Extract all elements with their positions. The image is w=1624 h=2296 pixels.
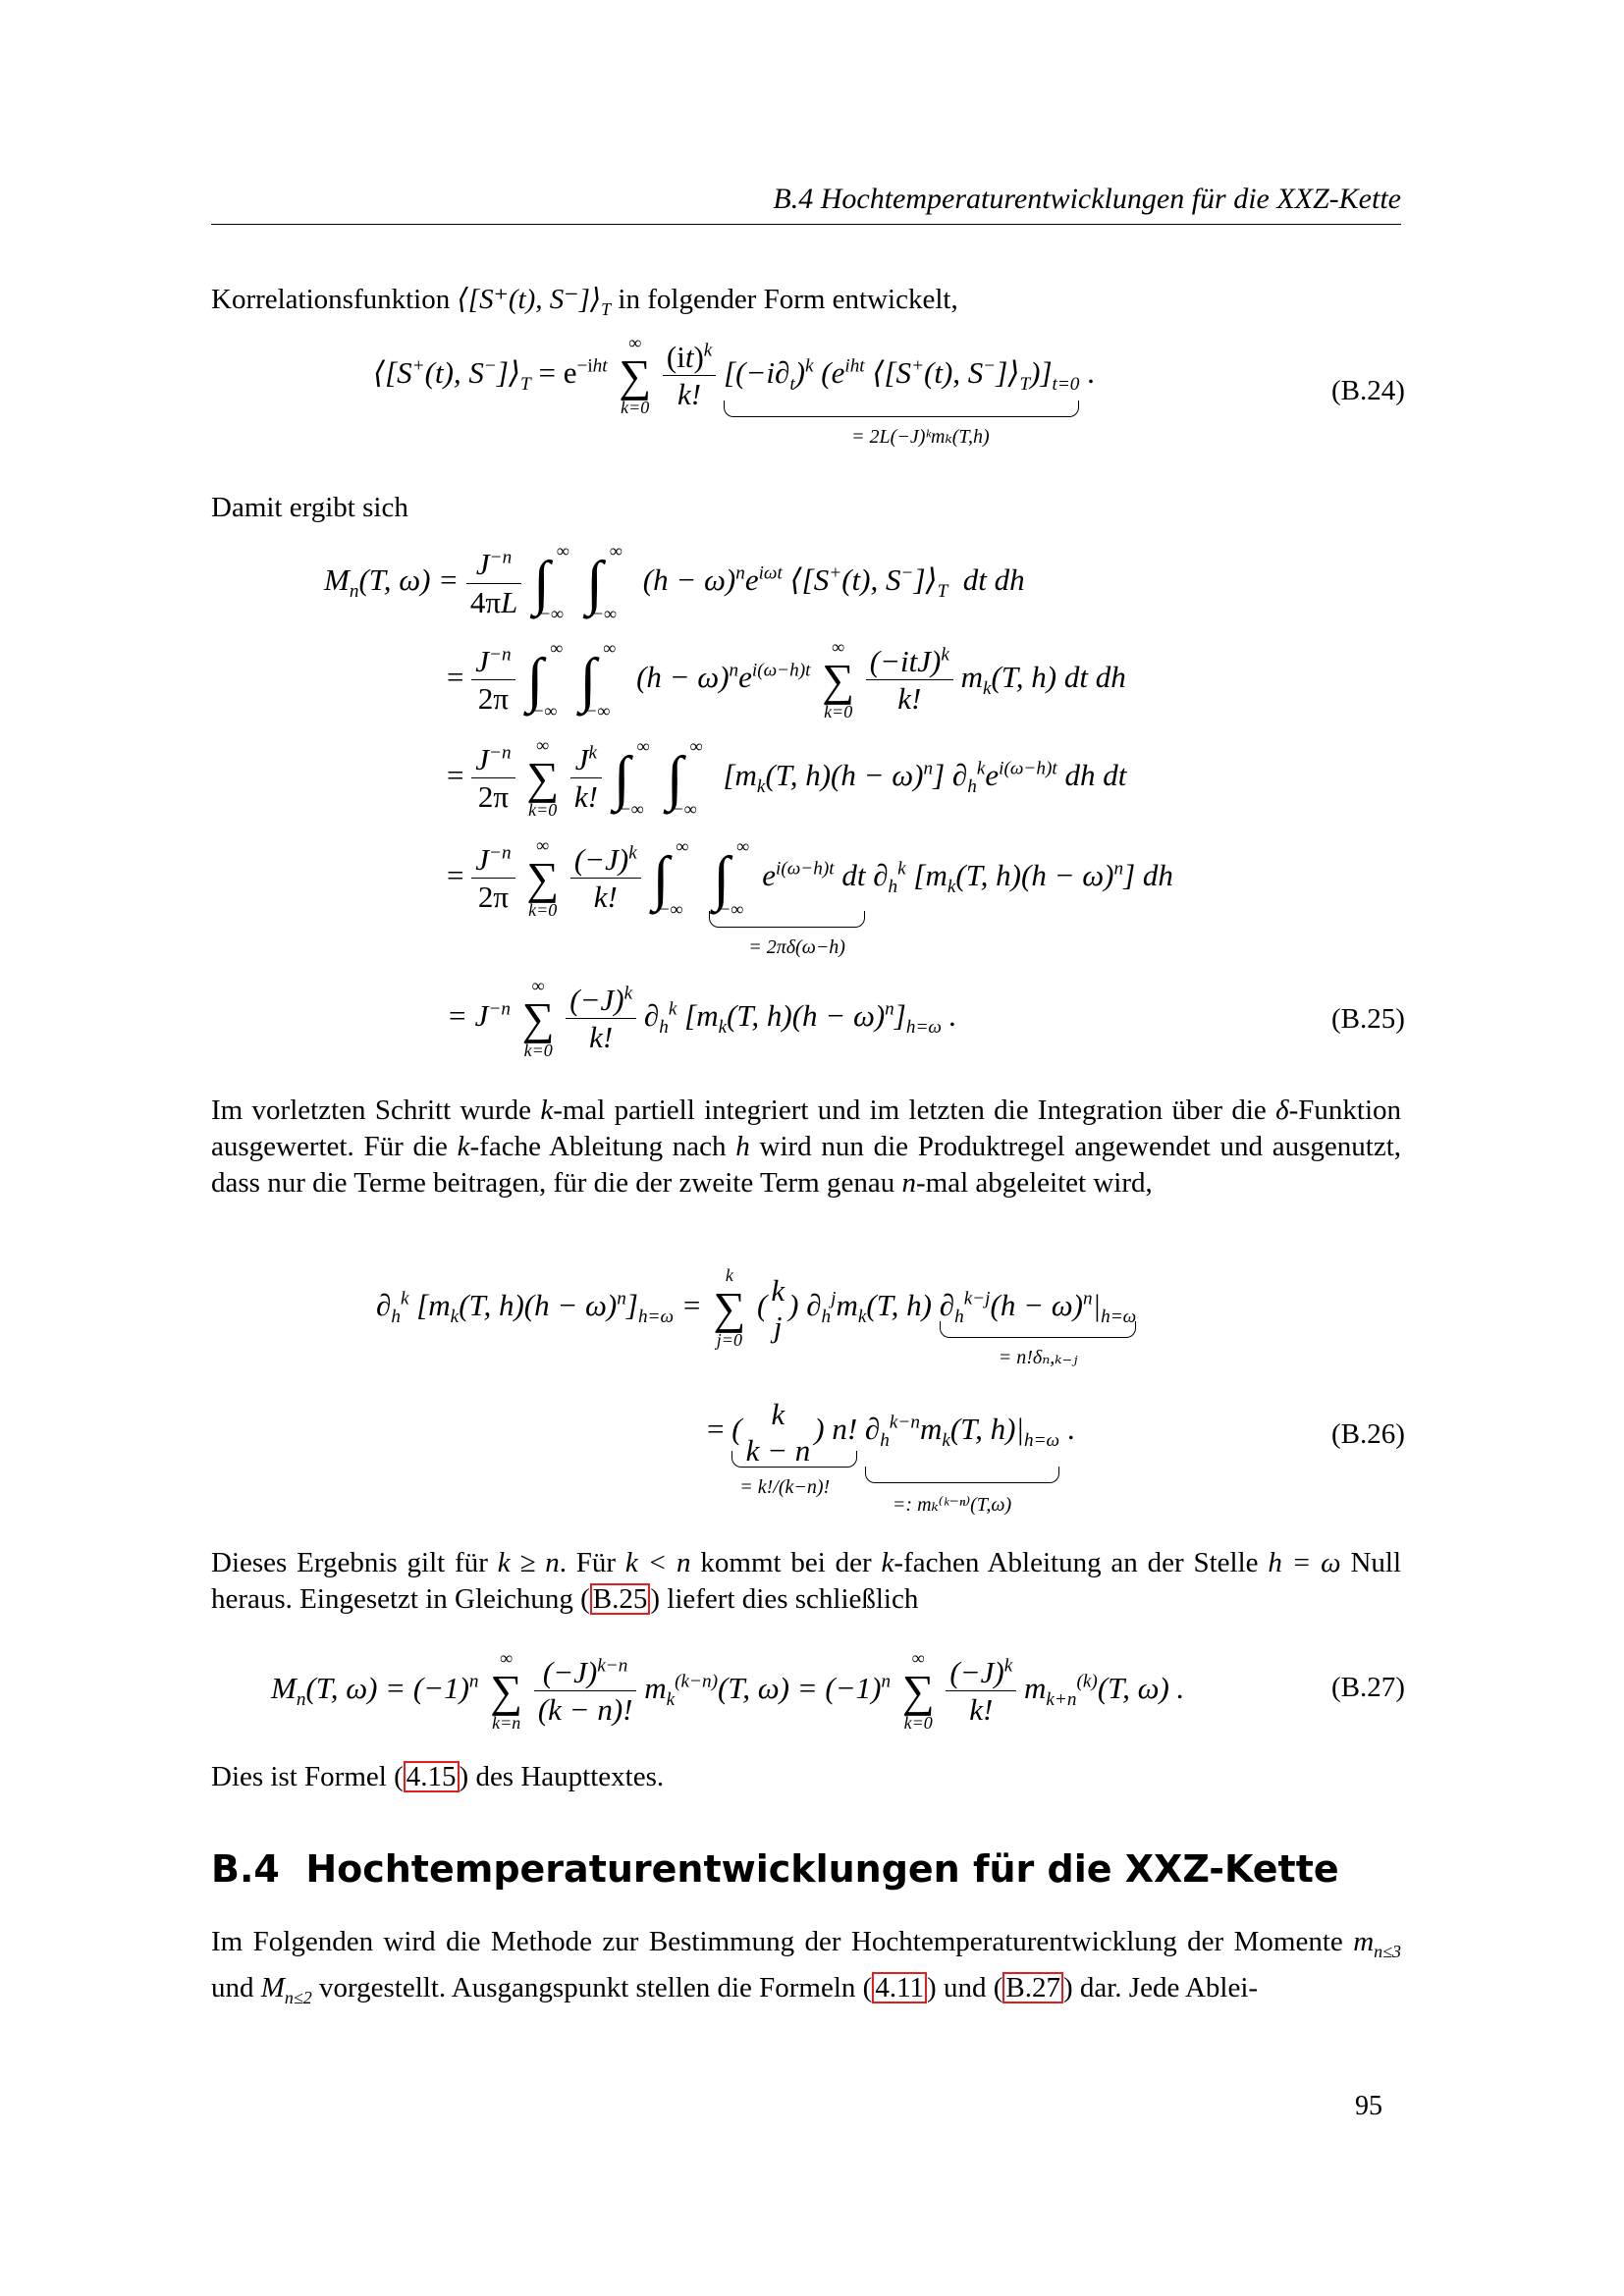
- equation-b25-line2: = $\frac{J^{-n}}{2\pi}$ ∫ ∞ −∞ ∫ ∞ −∞ $(h - \omega)^ne^{i(\omega-h)t}$ ∞ ∑ k=0 $\frac{(-itJ)^k}{k!}$ $m_k(T$, h) dt dh: [447, 637, 1126, 721]
- text-run: -mal partiell integriert und im letzten die Integration über die: [553, 1095, 1267, 1126]
- text-run: Dieses Ergebnis gilt für: [211, 1547, 488, 1578]
- text-run: und: [943, 1971, 987, 2003]
- section-heading: [211, 1847, 1339, 1891]
- equation-b25-line3: = $\frac{J^{-n}}{2\pi}$ ∞ ∑ k=0 $\frac{J^k}{k!}$ ∫ ∞ −∞ ∫ ∞ −∞ [$m_k(T$, $h)(h - \omega)^n$] $\partial_h^ke^{i(\omega-h)t}$ dh dt: [447, 735, 1127, 820]
- text-run: -fachen Ableitung an der Stelle: [893, 1547, 1259, 1578]
- equation-number: (B.25): [1331, 1003, 1405, 1035]
- paragraph-intro: Korrelationsfunktion ⟨[S⁺(t), $S^-]⟩_T$ in folgender Form entwickelt,: [211, 284, 958, 319]
- text-run: liefert dies schließlich: [667, 1583, 919, 1615]
- text-run: -fache Ableitung nach: [469, 1131, 727, 1162]
- text-run: Korrelationsfunktion: [211, 284, 451, 315]
- equation-link[interactable]: B.25: [590, 1583, 651, 1615]
- text-run: Im Folgenden wird die Methode zur Bestimmung der Hochtemperaturentwicklung der Momente: [211, 1926, 1343, 1957]
- equation-link[interactable]: 4.11: [872, 1972, 927, 2003]
- text-run: Null heraus. Eingesetzt in Gleichung: [211, 1547, 1402, 1615]
- section-number: B.4: [211, 1847, 280, 1891]
- brace-note: = 2L(−J)ᵏmₖ(T,h): [851, 425, 990, 448]
- page-number: 95: [1355, 2091, 1382, 2121]
- text-run: wird nun die Produktregel angewendet und ausgenutzt, dass nur die Terme beitragen, für die der zweite Term genau: [211, 1131, 1402, 1199]
- equation-b27: $M_n(T$, $\omega) = (-1)^n$ ∞ ∑ k=n $\frac{(-J)^{k-n}}{(k - n)!}$ $m_k^{(k-n)}(T$, $\omega) = (-1)^n$ ∞ ∑ k=0 $\frac{(-J)^k}{k!}$ $m_{k+n}^{(k)}(T$, ω) .: [271, 1648, 1185, 1733]
- equation-link[interactable]: 4.15: [404, 1761, 460, 1792]
- equation-b25-line5: = $J^{-n}$ ∞ ∑ k=0 $\frac{(-J)^k}{k!}$ $\partial_h^k$ [$m_k(T$, $h)(h - \omega)^n]_{h=\omega}$ .: [447, 976, 957, 1060]
- text-run: in folgender Form entwickelt,: [618, 284, 958, 315]
- text-run: -mal abgeleitet wird,: [915, 1167, 1153, 1199]
- text-run: des Haupttextes.: [475, 1761, 665, 1792]
- text-run: kommt bei der: [700, 1547, 872, 1578]
- brace-note: = k!/(k−n)!: [739, 1476, 831, 1498]
- brace-note: =: mₖ⁽ᵏ⁻ⁿ⁾(T,ω): [892, 1493, 1012, 1516]
- text-run: Dies ist Formel: [211, 1761, 387, 1792]
- brace-note: = n!δₙ,ₖ₋ⱼ: [998, 1346, 1078, 1368]
- text-run: dar. Jede Ablei-: [1079, 1971, 1259, 2003]
- text-run: -Funktion ausgewertet. Für die: [211, 1095, 1402, 1162]
- section-title-text: Hochtemperaturentwicklungen für die XXZ-Kette: [305, 1847, 1339, 1891]
- brace-note: = 2πδ(ω−h): [748, 935, 845, 958]
- equation-number: (B.27): [1331, 1672, 1405, 1703]
- equation-b25-line1: $M_n(T$, ω) = $\frac{J^{-n}}{4\pi L}$ ∫ ∞ −∞ ∫ ∞ −∞ $(h - \omega)^ne^{i\omega t}$ ⟨[S+(t), $S^-]⟩_T$ dt dh: [324, 541, 1025, 623]
- text-run: . Für: [559, 1547, 617, 1578]
- running-head: B.4 Hochtemperaturentwicklungen für die XXZ-Kette: [773, 183, 1401, 215]
- paragraph-result: Damit ergibt sich: [211, 492, 408, 523]
- underbrace: [724, 400, 1079, 417]
- equation-link[interactable]: B.27: [1002, 1972, 1063, 2003]
- underbrace: [940, 1321, 1136, 1338]
- text-run: und: [211, 1971, 254, 2003]
- paragraph-method: Im Folgenden wird die Methode zur Bestimmung der Hochtemperaturentwicklung der Momente $m_{n\le 3}$ und $M_{n\le 2}$ vorgestellt. Ausgangspunkt stellen die Formeln ( 4.11 ) und ( B.27 ) dar. Jede Ablei-: [211, 1926, 1402, 2007]
- underbrace: [709, 911, 865, 928]
- equation-b25-line4: = $\frac{J^{-n}}{2\pi}$ ∞ ∑ k=0 $\frac{(-J)^k}{k!}$ ∫ ∞ −∞ ∫ ∞ −∞ $e^{i(\omega-h)t}$ dt = 2πδ(ω−h) $\partial_h^k$ [$m_k(T$, $h)(h - \omega)^n$] dh: [447, 835, 1173, 958]
- paragraph-formula-ref: Dies ist Formel ( 4.15 ) des Haupttextes.: [211, 1761, 665, 1792]
- underbrace: [731, 1451, 857, 1468]
- equation-number: (B.26): [1331, 1418, 1405, 1450]
- paragraph-explanation: Im vorletzten Schritt wurde k-mal partiell integriert und im letzten die Integration über die δ-Funktion ausgewertet. Für die k-fache Ableitung nach h wird nun die Produktregel angewendet und ausgenutzt, dass nur die Terme beitragen, für die der zweite Term genau n-mal abgeleitet wird,: [211, 1095, 1402, 1199]
- inline-math: ⟨[S⁺(t), S⁻]⟩: [457, 284, 602, 315]
- equation-b26-line1: $\partial_h^k$ [$m_k(T$, $h)(h - \omega)^n]_{h=\omega}$ = k ∑ j=0 ( k j ) $\partial_h^jm_k(T$, h) $\partial_h^{k-j}(h - \omega)^n|_{h=\omega}$ = n!δₙ,ₖ₋ⱼ: [376, 1265, 1137, 1368]
- header-rule: [211, 224, 1401, 225]
- text-run: vorgestellt. Ausgangspunkt stellen die Formeln: [319, 1971, 856, 2003]
- equation-number: (B.24): [1331, 375, 1405, 406]
- underbrace: [865, 1467, 1059, 1483]
- text-run: Im vorletzten Schritt wurde: [211, 1095, 531, 1126]
- equation-b26-line2: = ( k k − n ) n! = k!/(k−n)! $\partial_h^{k-n}m_k(T$, $h)|_{h=\omega}$ =: mₖ⁽ᵏ⁻ⁿ⁾(T,ω) .: [707, 1397, 1075, 1516]
- equation-b24: ⟨[S+(t), $S^-]⟩_T = e^{-iht}$ ∞ ∑ k=0 $\frac{(it)^k}{k!}$ [$(-i\partial_t)^k$ ($e^{iht}$ ⟨[S+(t), $S^-]⟩_T)]_{t=0}$ = 2L(−J)ᵏmₖ(T,h) .: [373, 333, 1095, 448]
- paragraph-validity: Dieses Ergebnis gilt für k ≥ n. Für k < n kommt bei der k-fachen Ableitung an der Stelle h = ω Null heraus. Eingesetzt in Gleichung ( B.25 ) liefert dies schließlich: [211, 1547, 1402, 1615]
